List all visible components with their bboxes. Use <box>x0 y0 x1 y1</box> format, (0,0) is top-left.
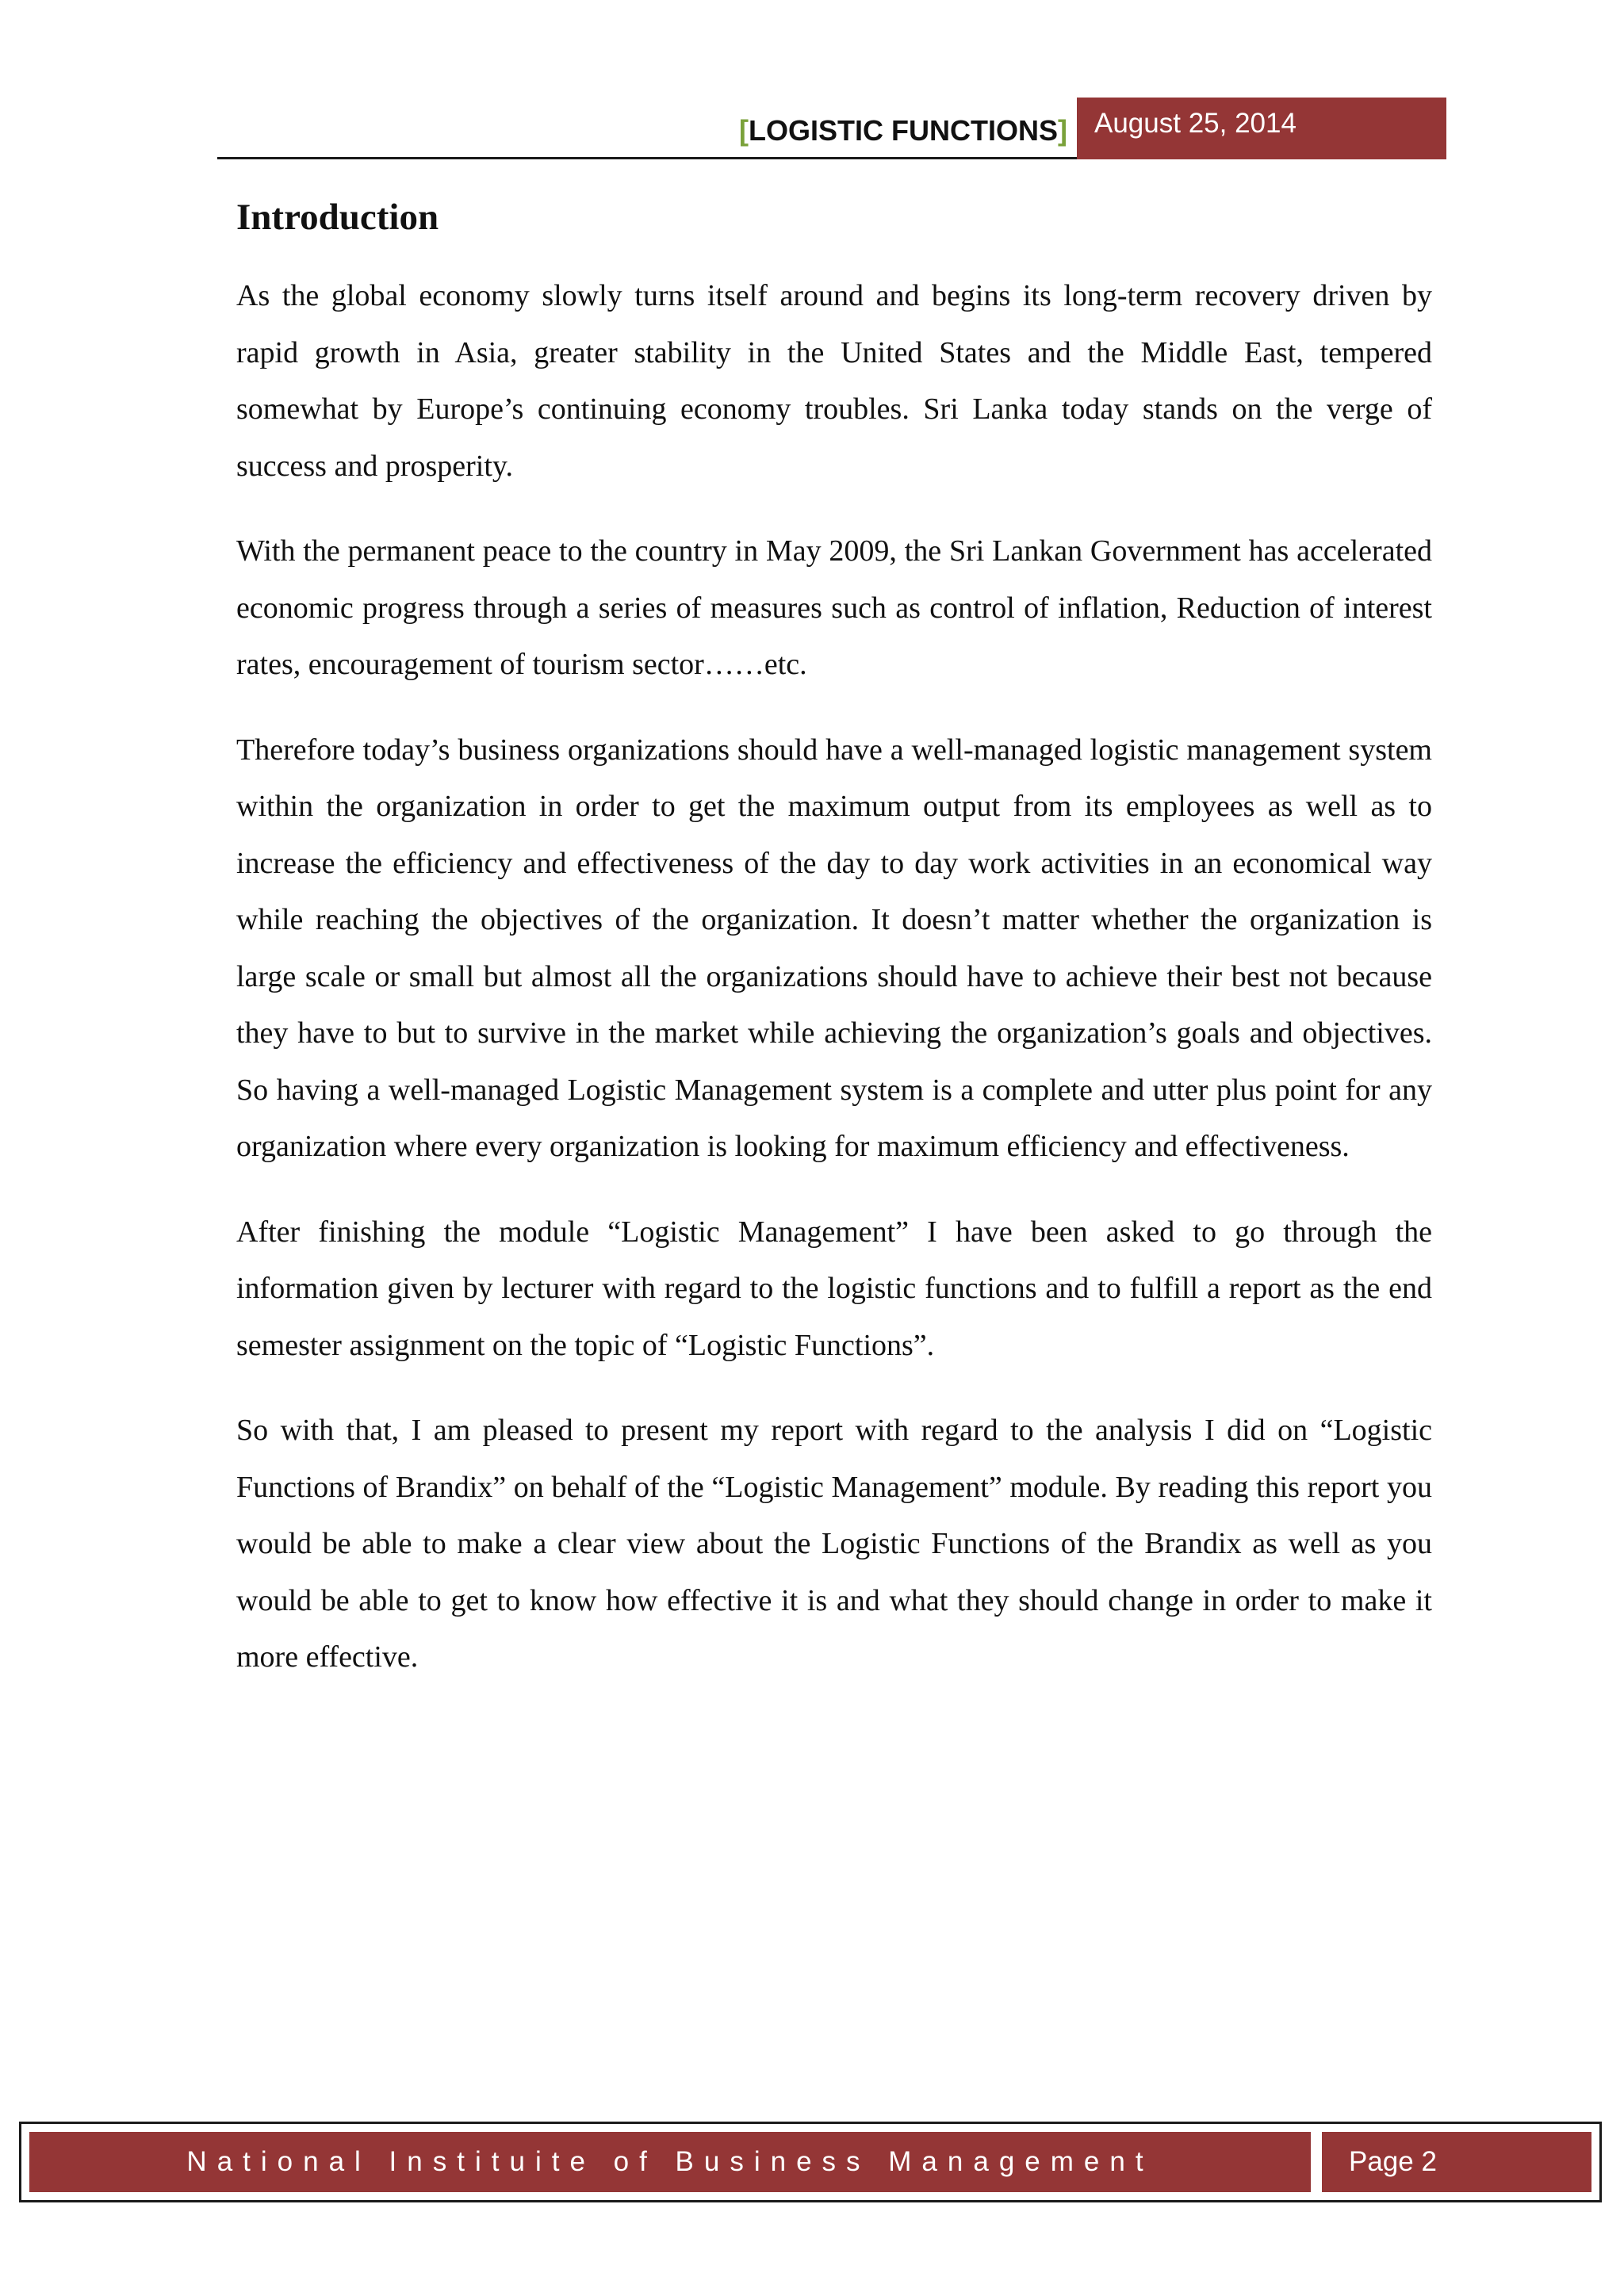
paragraph-5: So with that, I am pleased to present my report with regard to the analysis I did on “Logistic Functions of Brandix” on behalf of the “Logistic Management” module. By reading this report you would be able to make a clear view about the Logistic Functions of the Brandix as well as you would be able to get to know how effective it is and what they should change in order to make it more effective. <box>236 1414 1432 1674</box>
paragraph-4: After finishing the module “Logistic Management” I have been asked to go through the information given by lecturer with regard to the logistic functions and to fulfill a report as the end semester assignment on the topic of “Logistic Functions”. <box>236 1215 1432 1362</box>
paragraph-3: Therefore today’s business organizations should have a well-managed logistic management system within the organization in order to get the maximum output from its employees as well as to increase the efficiency and effectiveness of the day to day work activities in an economical way while reaching the objectives of the organization. It doesn’t matter whether the organization is large scale or small but almost all the organizations should have to achieve their best not because they have to but to survive in the market while achieving the organization’s goals and objectives. So having a well-managed Logistic Management system is a complete and utter plus point for any organization where every organization is looking for maximum efficiency and effectiveness. <box>236 733 1432 1163</box>
header-title-text: LOGISTIC FUNCTIONS <box>749 114 1058 147</box>
section-heading: Introduction <box>236 197 439 238</box>
paragraph-2: With the permanent peace to the country in May 2009, the Sri Lankan Government has accelerated economic progress through a series of measures such as control of inflation, Reduction of interest rates, encouragement of tourism sector……etc. <box>236 534 1432 681</box>
footer-institute-name: National Instituite of Business Management <box>29 2132 1311 2192</box>
header-bracket-open: [ <box>739 114 749 147</box>
page-footer <box>19 2122 1602 2202</box>
paragraph-1: As the global economy slowly turns itself around and begins its long-term recovery driven by rapid growth in Asia, greater stability in the United States and the Middle East, tempered somewhat by Europe’s continuing economy troubles. Sri Lanka today stands on the verge of success and prosperity. <box>236 279 1432 483</box>
page-header <box>217 98 1446 159</box>
header-date: August 25, 2014 <box>1077 98 1446 159</box>
header-bracket-close: ] <box>1058 114 1067 147</box>
footer-page-number: Page 2 <box>1322 2132 1591 2192</box>
header-title <box>739 107 1067 155</box>
page-content <box>236 189 1432 1715</box>
